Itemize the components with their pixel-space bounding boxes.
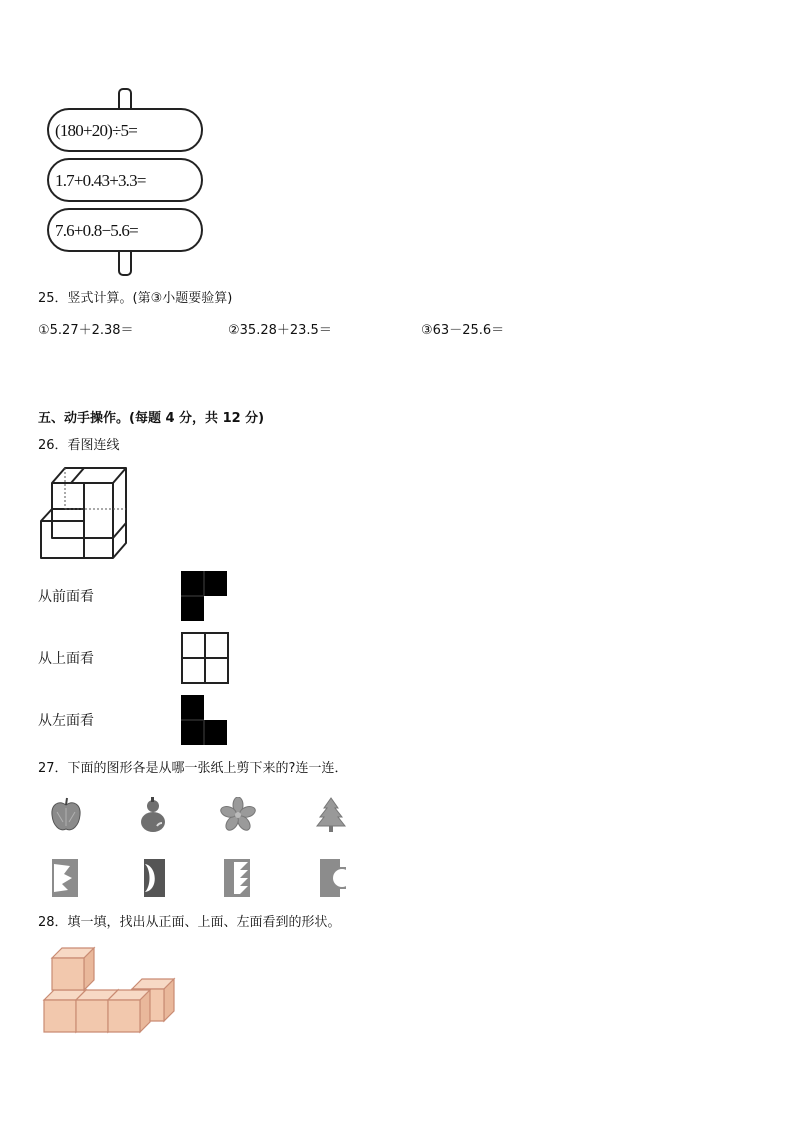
- view-option-3[interactable]: [178, 692, 230, 748]
- expression-3: 7.6+0.8−5.6=: [55, 221, 138, 240]
- question-25-item-2: ②35.28＋23.5＝: [228, 323, 332, 338]
- skewer-piece-1: [47, 108, 203, 152]
- view-option-1[interactable]: [178, 568, 230, 624]
- view-label-front: 从前面看: [38, 589, 94, 605]
- gourd-icon[interactable]: [136, 796, 170, 834]
- skewer-piece-2: [47, 158, 203, 202]
- expression-2: 1.7+0.43+3.3=: [55, 171, 146, 190]
- question-28-title: 28．填一填，找出从正面、上面、左面看到的形状。: [38, 915, 341, 930]
- apple-icon[interactable]: [49, 796, 83, 834]
- view-label-left: 从左面看: [38, 713, 94, 729]
- question-25-title: 25．竖式计算。(第③小题要验算): [38, 291, 233, 306]
- paper-cut-zigzag[interactable]: [220, 856, 254, 900]
- question-27-title: 27．下面的图形各是从哪一张纸上剪下来的?连一连．: [38, 761, 348, 776]
- question-25-item-1: ①5.27＋2.38＝: [38, 323, 134, 338]
- flower-icon[interactable]: [220, 797, 256, 833]
- tree-icon[interactable]: [314, 796, 348, 834]
- question-26-title: 26．看图连线: [38, 438, 120, 453]
- cube-bottom-3: [108, 990, 150, 1032]
- paper-cut-round[interactable]: [316, 856, 350, 900]
- section-5-heading: 五、动手操作。(每题 4 分，共 12 分): [38, 411, 265, 426]
- view-label-top: 从上面看: [38, 651, 94, 667]
- cube-arrangement-figure: [42, 944, 176, 1036]
- cube-stack-figure: [38, 462, 138, 562]
- question-25-item-3: ③63－25.6＝: [421, 323, 505, 338]
- paper-cut-leaf[interactable]: [48, 856, 82, 900]
- paper-cut-moon[interactable]: [135, 856, 169, 900]
- expression-1: (180+20)÷5=: [55, 121, 138, 140]
- skewer-piece-3: [47, 208, 203, 252]
- cube-top: [52, 948, 94, 990]
- view-option-2[interactable]: [179, 630, 231, 686]
